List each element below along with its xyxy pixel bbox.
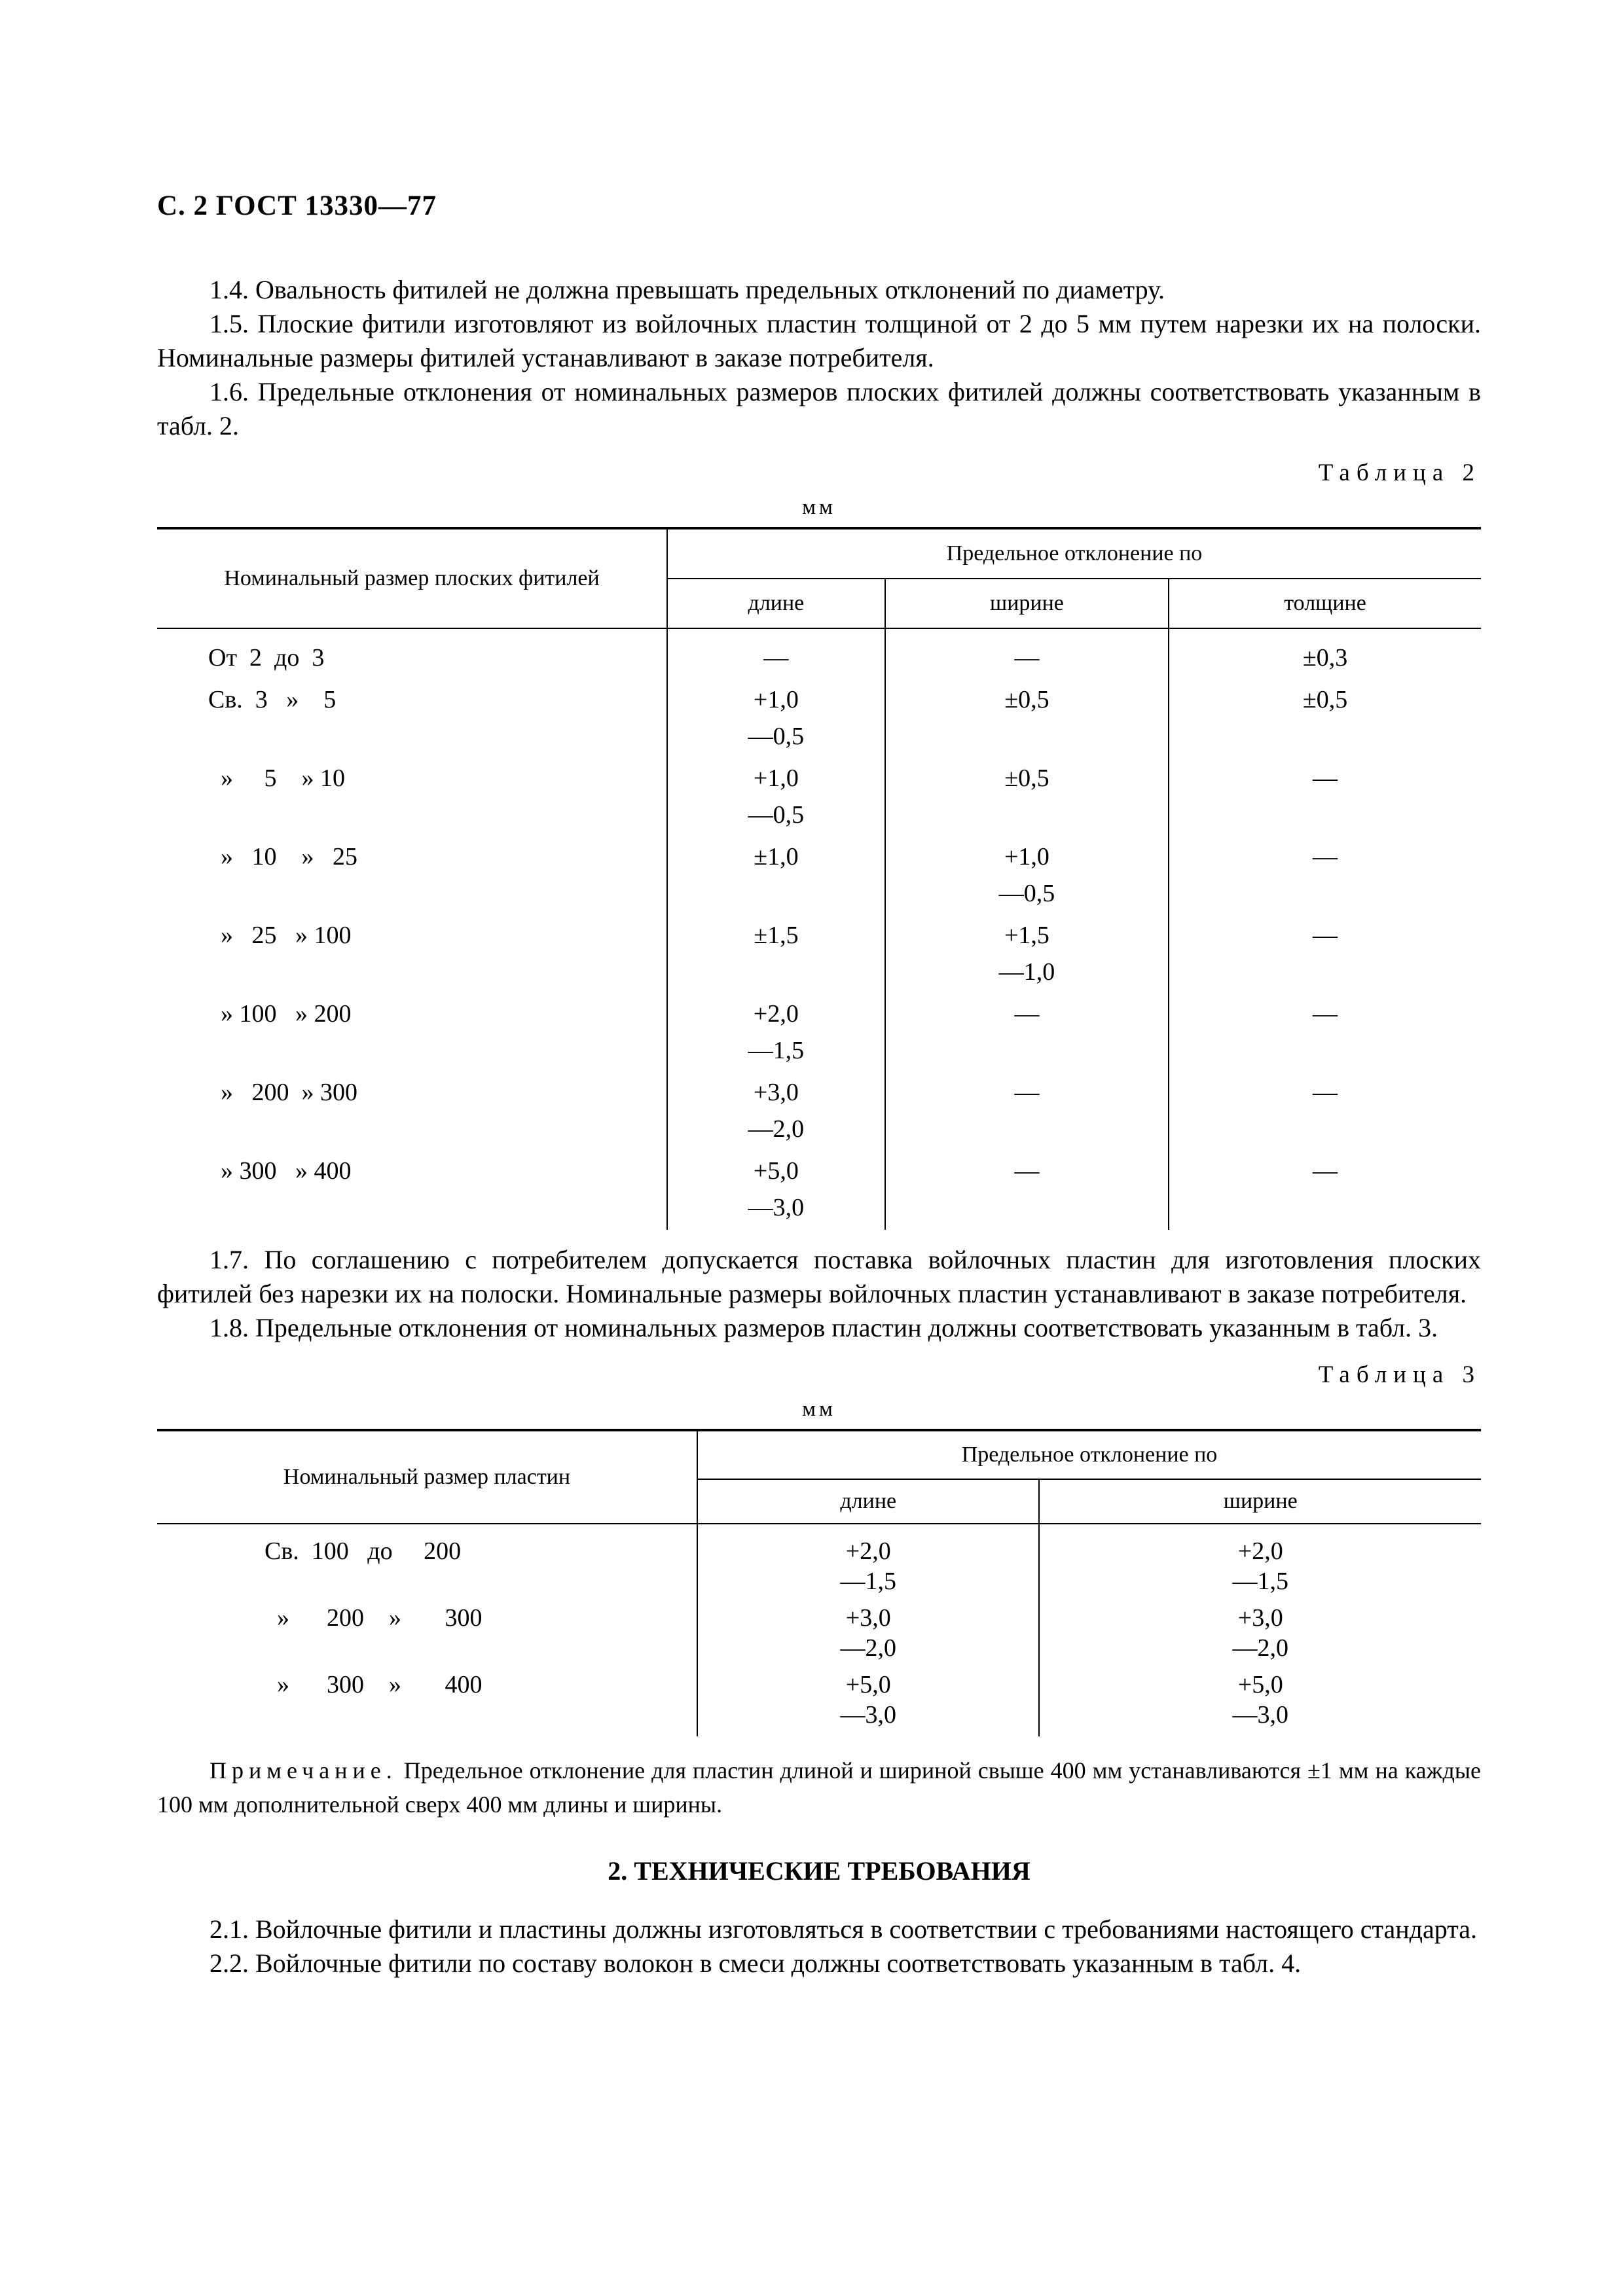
cell-length: +2,0 —1,5 [667,996,885,1074]
cell-nominal: От 2 до 3 [157,628,667,681]
table-row [157,917,1481,996]
paragraph-2-1: 2.1. Войлочные фитили и пластины должны изготовляться в соответствии с требованиями настоящего стандарта. [210,1914,1477,1944]
paragraph-1-6: 1.6. Предельные отклонения от номинальных размеров плоских фитилей должны соответствовать указанным в табл. 2. [157,377,1481,440]
cell-thickness: — [1313,1079,1338,1106]
cell-thickness: — [1313,1000,1338,1028]
cell-nominal: » 100 » 200 [157,996,667,1074]
cell-nominal: » 25 » 100 [157,917,667,996]
table-2 [157,527,1481,1230]
cell-width: +3,0 —2,0 [1232,1604,1288,1662]
cell-thickness: — [1313,922,1338,949]
table-3-caption: Таблица 3 [1318,1361,1481,1388]
cell-width: — [885,996,1169,1074]
note-text: Предельное отклонение для пластин длиной и шириной свыше 400 мм устанавливаются ±1 мм на каждые 100 мм дополнительной сверх 400 мм длины и ширины. [157,1757,1481,1818]
paragraph-2-2: 2.2. Войлочные фитили по составу волокон в смеси должны соответствовать указанным в табл. 4. [210,1948,1302,1978]
cell-length: +5,0 —3,0 [667,1153,885,1230]
cell-thickness: — [1313,764,1338,792]
cell-width: +5,0 —3,0 [1232,1671,1288,1729]
table-row [157,838,1481,917]
table-2-header-thickness: толщине [1169,579,1481,628]
table-2-header-length: длине [667,579,885,628]
table-2-header-group: Предельное отклонение по [667,528,1481,579]
cell-width: — [885,628,1169,681]
cell-width: — [885,1153,1169,1230]
paragraph-1-5: 1.5. Плоские фитили изготовляют из войлочных пластин толщиной от 2 до 5 мм путем нарезки их на полоски. Номинальные размеры фитилей устанавливают в заказе потребителя. [157,309,1481,372]
cell-width: ±0,5 [885,681,1169,760]
cell-thickness: — [1313,843,1338,870]
cell-width: +1,5 —1,0 [885,917,1169,996]
cell-length: +3,0 —2,0 [697,1603,1039,1670]
table-3-header-length: длине [697,1479,1039,1524]
cell-length: ±1,0 [667,838,885,917]
table-row [157,681,1481,760]
table-row [157,1603,1481,1670]
table-row [157,1074,1481,1153]
table-3-header-width: ширине [1039,1479,1481,1524]
table-2-header-nominal: Номинальный размер плоских фитилей [157,528,667,628]
cell-nominal: » 10 » 25 [157,838,667,917]
cell-length: +1,0 —0,5 [667,681,885,760]
cell-length: +3,0 —2,0 [667,1074,885,1153]
page-header: С. 2 ГОСТ 13330—77 [157,190,437,221]
cell-nominal: » 5 » 10 [157,760,667,838]
cell-nominal: Св. 100 до 200 [157,1524,697,1603]
table-2-unit: мм [802,495,836,519]
cell-thickness: — [1313,1157,1338,1185]
cell-length: ±1,5 [667,917,885,996]
cell-width: — [885,1074,1169,1153]
cell-nominal: » 200 » 300 [157,1074,667,1153]
cell-length: +2,0 —1,5 [697,1524,1039,1603]
table-3-header-group: Предельное отклонение по [697,1430,1481,1479]
table-2-header-width: ширине [885,579,1169,628]
paragraph-1-4: 1.4. Овальность фитилей не должна превышать предельных отклонений по диаметру. [210,275,1165,304]
table-3-note [157,1753,1481,1821]
table-row [157,1524,1481,1603]
cell-nominal: » 300 » 400 [157,1153,667,1230]
table-row [157,760,1481,838]
paragraph-1-7: 1.7. По соглашению с потребителем допускается поставка войлочных пластин для изготовления плоских фитилей без нарезки их на полоски. Номинальные размеры войлочных пластин устанавливают в заказе потребителя. [157,1245,1481,1308]
table-3-header-nominal: Номинальный размер пластин [157,1430,697,1524]
cell-length: — [667,628,885,681]
note-label: Примечание. [210,1757,397,1784]
paragraph-1-8: 1.8. Предельные отклонения от номинальных размеров пластин должны соответствовать указанным в табл. 3. [210,1313,1438,1342]
cell-length: +5,0 —3,0 [697,1670,1039,1736]
section-title: 2. ТЕХНИЧЕСКИЕ ТРЕБОВАНИЯ [608,1856,1030,1886]
cell-width: ±0,5 [885,760,1169,838]
cell-nominal: » 300 » 400 [157,1670,697,1736]
table-row [157,628,1481,681]
cell-width: +1,0 —0,5 [885,838,1169,917]
cell-width: +2,0 —1,5 [1232,1537,1288,1595]
table-2-caption: Таблица 2 [1318,459,1481,486]
cell-nominal: Св. 3 » 5 [157,681,667,760]
table-row [157,1670,1481,1736]
cell-thickness: ±0,3 [1302,644,1348,672]
document-page [157,190,1481,1981]
table-3 [157,1429,1481,1736]
cell-nominal: » 200 » 300 [157,1603,697,1670]
cell-thickness: ±0,5 [1302,686,1348,713]
table-row [157,996,1481,1074]
table-row [157,1153,1481,1230]
table-3-unit: мм [802,1397,836,1421]
cell-length: +1,0 —0,5 [667,760,885,838]
